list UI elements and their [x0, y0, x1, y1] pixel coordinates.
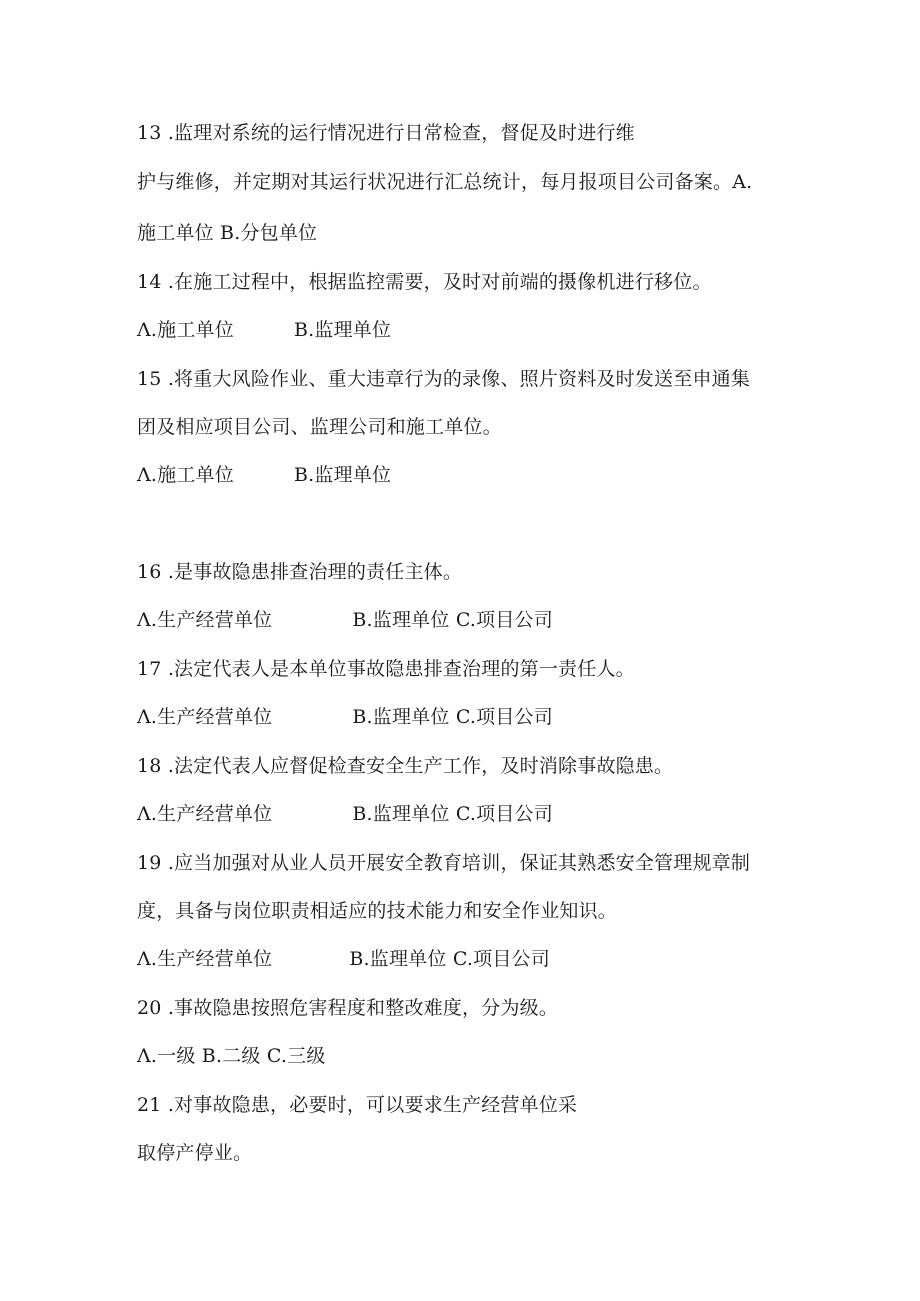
q19-option-bc: B.监理单位 C.项目公司 [349, 948, 550, 970]
q14-stem: 14 .在施工过程中，根据监控需要，及时对前端的摄像机进行移位。 [137, 271, 712, 293]
q17-option-a: Λ.生产经营单位 [137, 706, 273, 728]
q18-stem: 18 .法定代表人应督促检查安全生产工作，及时消除事故隐患。 [137, 755, 674, 777]
q19-options [137, 947, 550, 971]
q14-option-a: Λ.施工单位 [137, 319, 234, 341]
q15-option-b: B.监理单位 [293, 464, 392, 486]
q18-option-bc: B.监理单位 C.项目公司 [352, 803, 553, 825]
q20-options: Λ.一级 B.二级 C.三级 [137, 1045, 326, 1067]
q16-stem: 16 .是事故隐患排查治理的责任主体。 [137, 561, 463, 583]
q15-line2: 团及相应项目公司、监理公司和施工单位。 [137, 416, 502, 438]
q20-stem: 20 .事故隐患按照危害程度和整改难度，分为级。 [137, 997, 559, 1019]
q16-option-a: Λ.生产经营单位 [137, 609, 273, 631]
q21-line2: 取停产停业。 [137, 1142, 253, 1164]
q14-option-b: B.监理单位 [293, 319, 392, 341]
q19-option-a: Λ.生产经营单位 [137, 948, 273, 970]
q19-line1: 19 .应当加强对从业人员开展安全教育培训，保证其熟悉安全管理规章制 [137, 852, 751, 874]
q19-line2: 度，具备与岗位职责相适应的技术能力和安全作业知识。 [137, 900, 618, 922]
q18-option-a: Λ.生产经营单位 [137, 803, 273, 825]
q15-option-a: Λ.施工单位 [137, 464, 234, 486]
q13-line1: 13 .监理对系统的运行情况进行日常检查，督促及时进行维 [137, 122, 635, 144]
q18-options [137, 802, 553, 826]
q17-stem: 17 .法定代表人是本单位事故隐患排查治理的第一责任人。 [137, 658, 635, 680]
q16-option-bc: B.监理单位 C.项目公司 [352, 609, 553, 631]
q13-line2: 护与维修，并定期对其运行状况进行汇总统计，每月报项目公司备案。A. [137, 171, 753, 193]
q15-line1: 15 .将重大风险作业、重大违章行为的录像、照片资料及时发送至申通集 [137, 368, 751, 390]
q13-line3: 施工单位 B.分包单位 [137, 222, 318, 244]
q17-options [137, 705, 553, 729]
q14-options [137, 318, 391, 342]
q16-options [137, 608, 553, 632]
q21-line1: 21 .对事故隐患，必要时，可以要求生产经营单位采 [137, 1094, 578, 1116]
q15-options [137, 463, 391, 487]
q17-option-bc: B.监理单位 C.项目公司 [352, 706, 553, 728]
